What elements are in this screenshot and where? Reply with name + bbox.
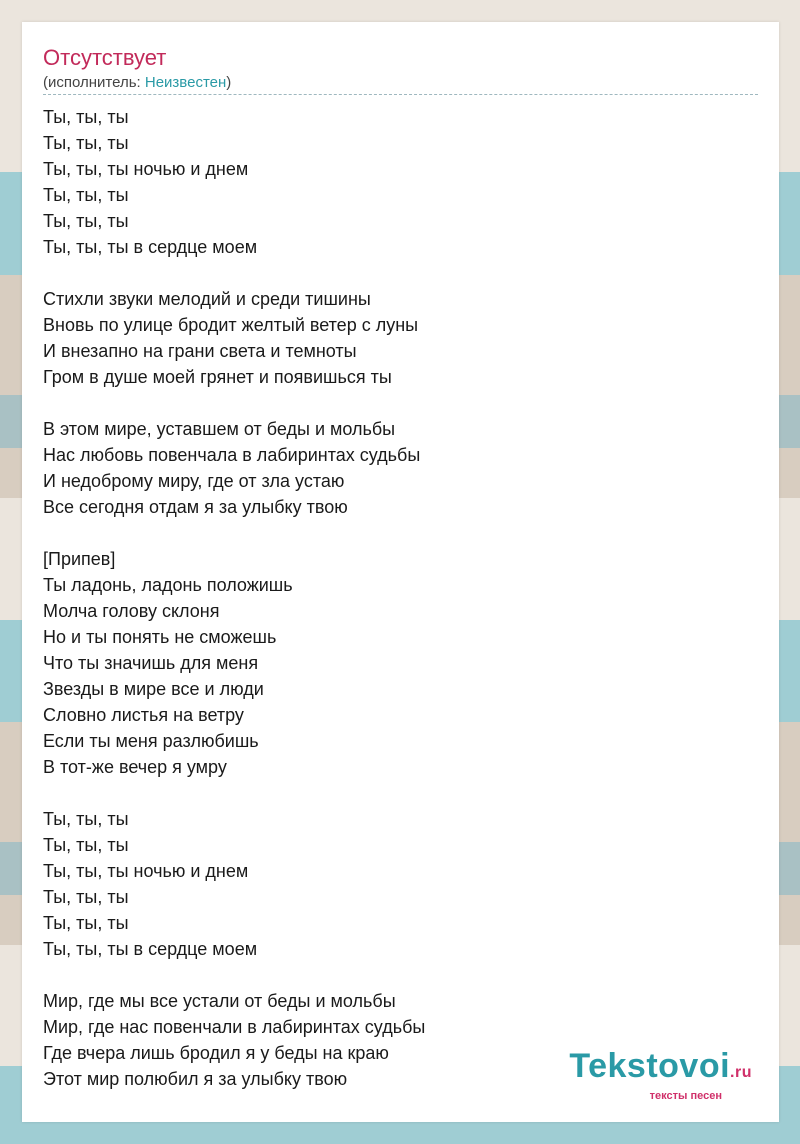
logo-tld: .ru	[730, 1064, 752, 1081]
lyric-line: Стихли звуки мелодий и среди тишины	[43, 289, 371, 309]
lyric-line: Вновь по улице бродит желтый ветер с луны	[43, 315, 419, 335]
lyric-line: Но и ты понять не сможешь	[43, 627, 277, 647]
stanza-gap	[43, 780, 758, 806]
stanza-gap	[43, 260, 758, 286]
artist-suffix: )	[226, 74, 232, 91]
lyric-line: Где вчера лишь бродил я у беды на краю	[43, 1043, 389, 1063]
stanza-gap	[43, 962, 758, 988]
lyric-line: Ты, ты, ты	[43, 835, 129, 855]
song-header	[43, 43, 758, 95]
lyric-line: Ты, ты, ты	[43, 133, 129, 153]
lyric-line: Ты, ты, ты	[43, 809, 129, 829]
artist-line	[43, 73, 758, 92]
lyric-line: Ты, ты, ты ночью и днем	[43, 159, 249, 179]
lyric-line: В тот-же вечер я умру	[43, 757, 227, 777]
lyric-line: Звезды в мире все и люди	[43, 679, 264, 699]
site-logo[interactable]	[569, 1049, 752, 1102]
lyric-line: Ты, ты, ты	[43, 913, 129, 933]
song-title: Отсутствует	[43, 45, 167, 70]
lyric-line: [Припев]	[43, 549, 116, 569]
logo-name: Tekstovoi	[569, 1047, 731, 1085]
lyric-line: Ты, ты, ты	[43, 211, 129, 231]
lyric-line: Ты ладонь, ладонь положишь	[43, 575, 293, 595]
lyric-line: Нас любовь повенчала в лабиринтах судьбы	[43, 445, 421, 465]
stanza-gap	[43, 390, 758, 416]
stanza-gap	[43, 520, 758, 546]
lyric-line: Ты, ты, ты в сердце моем	[43, 939, 258, 959]
lyric-line: Ты, ты, ты	[43, 185, 129, 205]
lyric-line: Если ты меня разлюбишь	[43, 731, 259, 751]
lyric-line: В этом мире, уставшем от беды и мольбы	[43, 419, 396, 439]
lyric-line: Ты, ты, ты ночью и днем	[43, 861, 249, 881]
lyric-line: Ты, ты, ты	[43, 107, 129, 127]
lyric-line: Гром в душе моей грянет и появишься ты	[43, 367, 392, 387]
lyric-line: Что ты значишь для меня	[43, 653, 259, 673]
lyric-line: Все сегодня отдам я за улыбку твою	[43, 497, 348, 517]
lyric-line: Словно листья на ветру	[43, 705, 244, 725]
lyric-line: Ты, ты, ты в сердце моем	[43, 237, 258, 257]
lyric-line: Молча голову склоня	[43, 601, 220, 621]
lyric-line: Этот мир полюбил я за улыбку твою	[43, 1069, 348, 1089]
logo-tagline: тексты песен	[649, 1090, 722, 1102]
lyric-line: Мир, где мы все устали от беды и мольбы	[43, 991, 396, 1011]
lyric-line: Мир, где нас повенчали в лабиринтах судьбы	[43, 1017, 426, 1037]
lyrics-body	[43, 104, 758, 1092]
logo-wordmark	[569, 1049, 752, 1090]
lyric-line: Ты, ты, ты	[43, 887, 129, 907]
lyrics-sheet	[22, 22, 779, 1122]
lyric-line: И недоброму миру, где от зла устаю	[43, 471, 345, 491]
lyric-line: И внезапно на грани света и темноты	[43, 341, 357, 361]
artist-prefix: (исполнитель:	[43, 74, 145, 91]
artist-link[interactable]: Неизвестен	[144, 74, 227, 91]
